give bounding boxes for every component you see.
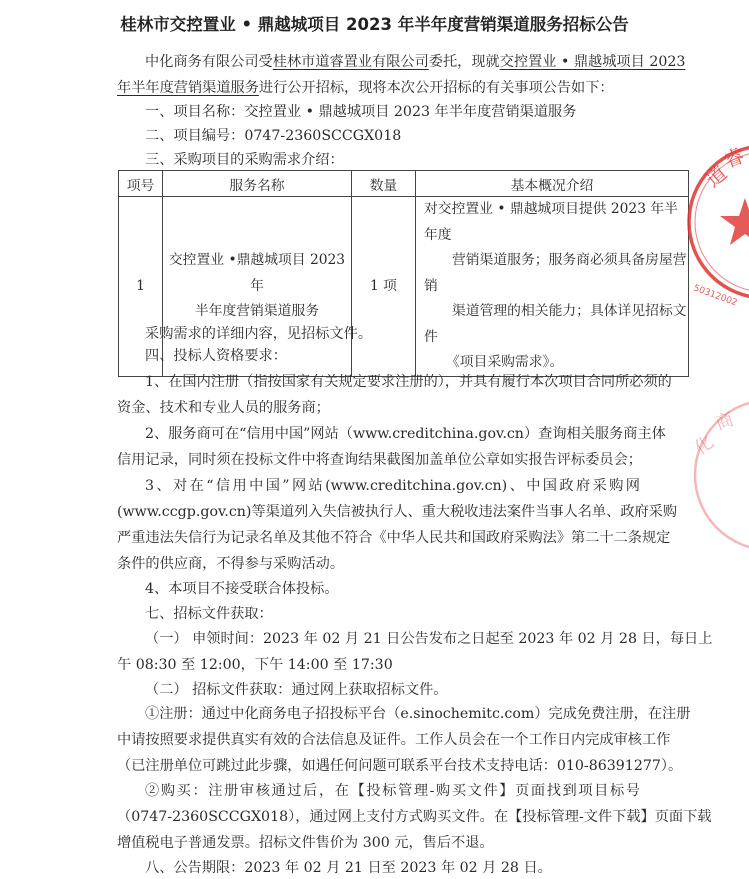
header-no: 项号 xyxy=(119,171,163,197)
s7-p4-line: ②购买：注册审核通过后，在【投标管理-购买文件】页面找到项目标号 xyxy=(145,783,640,799)
project-name: 交控置业 • 鼎越城项目 2023 xyxy=(499,54,686,70)
req2-line: 信用记录，同时须在投标文件中将查询结果截图加盖单位公章如实报告评标委员会； xyxy=(117,452,642,468)
project-name-item: 一、项目名称：交控置业 • 鼎越城项目 2023 年半年度营销渠道服务 xyxy=(145,104,577,120)
project-number-item: 二、项目编号：0747-2360SCCGX018 xyxy=(145,128,402,144)
svg-text:50312002: 50312002 xyxy=(691,283,739,309)
section7-heading: 七、招标文件获取： xyxy=(145,606,273,622)
s7-p3-line: ①注册：通过中化商务电子招投标平台（e.sinochemitc.com）完成免费注册，在注册 xyxy=(145,706,691,722)
text: 渠道管理的相关能力；具体详见招标文件 xyxy=(424,303,687,345)
requirements-heading: 三、采购项目的采购需求介绍： xyxy=(145,152,344,168)
req3-line: 条件的供应商，不得参与采购活动。 xyxy=(117,556,345,572)
company-seal-stamp xyxy=(655,140,749,310)
text: 中化商务有限公司受 xyxy=(145,54,273,70)
svg-text:商: 商 xyxy=(712,408,737,435)
s7-p4-line: （0747-2360SCCGX018），通过网上支付方式购买文件。在【投标管理-文件下载】页面下载 xyxy=(117,809,712,825)
svg-text:化: 化 xyxy=(690,431,718,460)
s7-p4-line: 增值税电子普通发票。招标文件售价为 300 元，售后不退。 xyxy=(117,835,494,851)
project-name: 年半年度营销渠道服务 xyxy=(117,80,259,96)
intro-line-1 xyxy=(145,51,686,73)
s7-p3-line: （已注册单位可跳过此步骤，如遇任何问题可联系平台技术支持电话：010-86391277）。 xyxy=(117,758,683,774)
text: 进行公开招标，现将本次公开招标的有关事项公告如下： xyxy=(258,80,614,96)
s7-p1-line: （一） 申领时间：2023 年 02 月 21 日公告发布之日起至 2023 年 02 月 28 日，每日上 xyxy=(145,631,713,647)
star-icon xyxy=(720,198,749,245)
req1-line: 资金、技术和专业人员的服务商； xyxy=(117,400,330,416)
req4: 4、本项目不接受联合体投标。 xyxy=(145,581,339,597)
s7-p2: （二） 招标文件获取：通过网上获取招标文件。 xyxy=(145,682,448,698)
text: 营销渠道服务；服务商必须具备房屋营销 xyxy=(424,252,687,294)
intro-line-2 xyxy=(117,77,640,99)
svg-text:道: 道 xyxy=(700,160,732,192)
agency-seal-stamp xyxy=(670,395,749,565)
req3-line: (www.ccgp.gov.cn)等渠道列入失信被执行人、重大税收违法案件当事人名单、政府采购 xyxy=(117,504,678,520)
client-name: 桂林市道睿置业有限公司 xyxy=(272,54,429,70)
section4-heading: 四、投标人资格要求： xyxy=(145,348,287,364)
section8: 八、公告期限：2023 年 02 月 21 日至 2023 年 02 月 28 日。 xyxy=(145,860,552,876)
header-description: 基本概况介绍 xyxy=(416,171,689,197)
table-header-row xyxy=(119,171,689,197)
req2-line: 2、服务商可在“信用中国”网站（www.creditchina.gov.cn）查询相关服务商主体 xyxy=(145,426,666,442)
text: 对交控置业 • 鼎越城项目提供 2023 年半年度 xyxy=(424,201,678,243)
s7-p1-line: 午 08:30 至 12:00，下午 14:00 至 17:30 xyxy=(117,657,393,673)
text: 《项目采购需求》。 xyxy=(446,354,564,370)
req3-line: 3、对在“信用中国”网站(www.creditchina.gov.cn)、中国政府采购网 xyxy=(145,478,640,494)
req3-line: 严重违法失信行为记录名单及其他不符合《中华人民共和国政府采购法》第二十二条规定 xyxy=(117,530,671,546)
cell-no: 1 xyxy=(119,197,163,377)
text: 半年度营销渠道服务 xyxy=(194,303,320,319)
cell-quantity: 1 项 xyxy=(352,197,416,377)
table-note: 采购需求的详细内容，见招标文件。 xyxy=(145,326,373,342)
svg-text:睿: 睿 xyxy=(720,143,748,173)
page-title: 桂林市交控置业 • 鼎越城项目 2023 年半年度营销渠道服务招标公告 xyxy=(120,15,629,34)
header-service-name: 服务名称 xyxy=(163,171,352,197)
req1-line: 1、在国内注册（指按国家有关规定要求注册的），并具有履行本次项目合同所必须的 xyxy=(145,374,672,390)
header-quantity: 数量 xyxy=(352,171,416,197)
text: 委托，现就 xyxy=(428,54,500,70)
text: 交控置业 •鼎越城项目 2023 年 xyxy=(168,252,346,294)
s7-p3-line: 中请按照要求提供真实有效的合法信息及证件。工作人员会在一个工作日内完成审核工作 xyxy=(117,732,671,748)
